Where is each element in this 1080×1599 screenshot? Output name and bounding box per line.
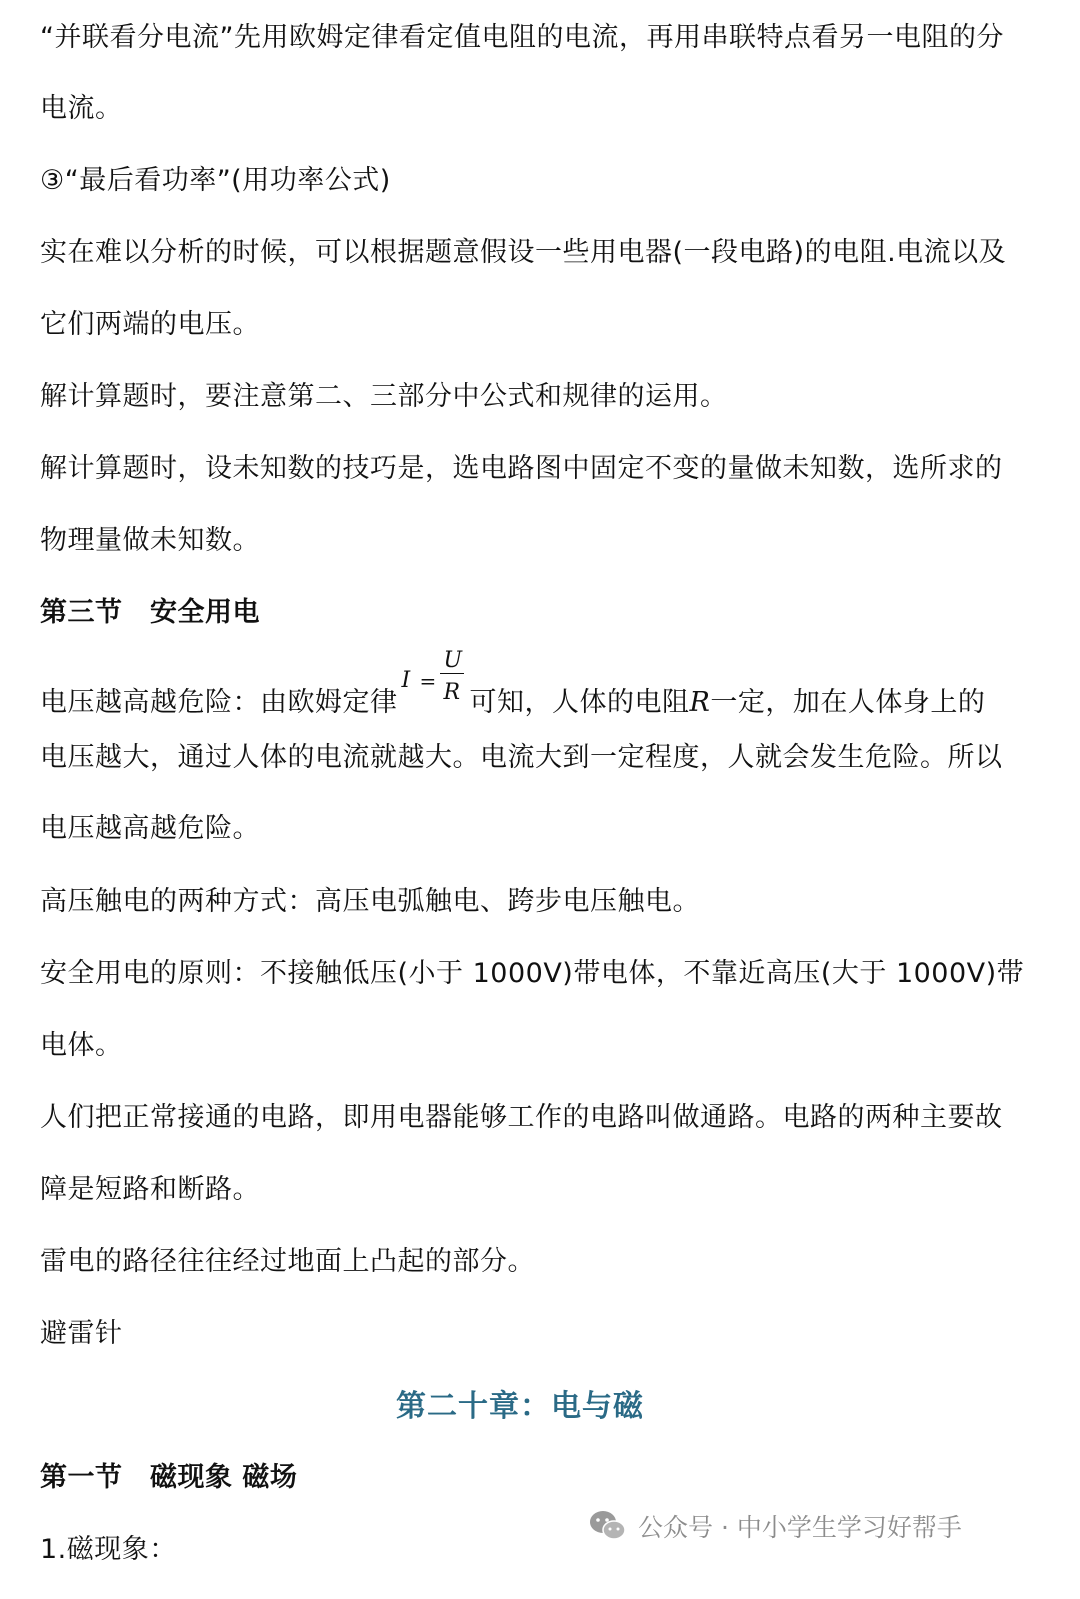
paragraph-line: 解计算题时，要注意第二、三部分中公式和规律的运用。: [40, 381, 728, 412]
paragraph-line: ③“最后看功率”(用功率公式): [40, 165, 391, 196]
text-segment: 一定，加在人体身上的: [710, 687, 986, 718]
paragraph-line: 避雷针: [40, 1318, 123, 1349]
wechat-icon: [588, 1508, 628, 1544]
formula-lhs: I: [401, 668, 411, 693]
formula-denominator: R: [443, 680, 461, 705]
ohms-law-formula: [398, 648, 470, 721]
text-segment: 可知，人体的电阻: [469, 687, 690, 718]
paragraph-line: 电流。: [40, 93, 123, 124]
paragraph-line: “并联看分电流”先用欧姆定律看定值电阻的电流，再用串联特点看另一电阻的分: [40, 22, 1004, 53]
paragraph-line: 安全用电的原则：不接触低压(小于 1000V)带电体，不靠近高压(大于 1000V)带: [40, 958, 1025, 989]
watermark-text: 公众号 · 中小学生学习好帮手: [638, 1513, 962, 1542]
paragraph-line: 电压越高越危险。: [40, 813, 260, 844]
paragraph-line: 高压触电的两种方式：高压电弧触电、跨步电压触电。: [40, 886, 700, 917]
chapter-heading: 第二十章：电与磁: [396, 1389, 644, 1424]
paragraph-line: 解计算题时，设未知数的技巧是，选电路图中固定不变的量做未知数，选所求的: [40, 453, 1003, 484]
paragraph-line: 物理量做未知数。: [40, 525, 260, 556]
text-segment: 电压越高越危险：由欧姆定律: [40, 687, 398, 718]
section-heading: 第三节 安全用电: [40, 597, 260, 628]
paragraph-line: 障是短路和断路。: [40, 1174, 260, 1205]
paragraph-line: 1.磁现象：: [40, 1534, 177, 1565]
fraction-bar: [440, 673, 464, 674]
paragraph-line: 电压越大，通过人体的电流就越大。电流大到一定程度，人就会发生危险。所以: [40, 742, 1003, 773]
paragraph-line: 它们两端的电压。: [40, 309, 260, 340]
formula-numerator: U: [443, 648, 463, 673]
paragraph-line: 人们把正常接通的电路，即用电器能够工作的电路叫做通路。电路的两种主要故: [40, 1102, 1003, 1133]
resistance-symbol: R: [689, 687, 711, 718]
formula-equals: =: [419, 669, 437, 693]
section-heading: 第一节 磁现象 磁场: [40, 1462, 298, 1493]
paragraph-line-with-formula: [40, 648, 1000, 721]
paragraph-line: 雷电的路径往往经过地面上凸起的部分。: [40, 1246, 535, 1277]
paragraph-line: 电体。: [40, 1030, 123, 1061]
paragraph-line: 实在难以分析的时候，可以根据题意假设一些用电器(一段电路)的电阻.电流以及: [40, 237, 1007, 268]
watermark: [588, 1506, 962, 1546]
